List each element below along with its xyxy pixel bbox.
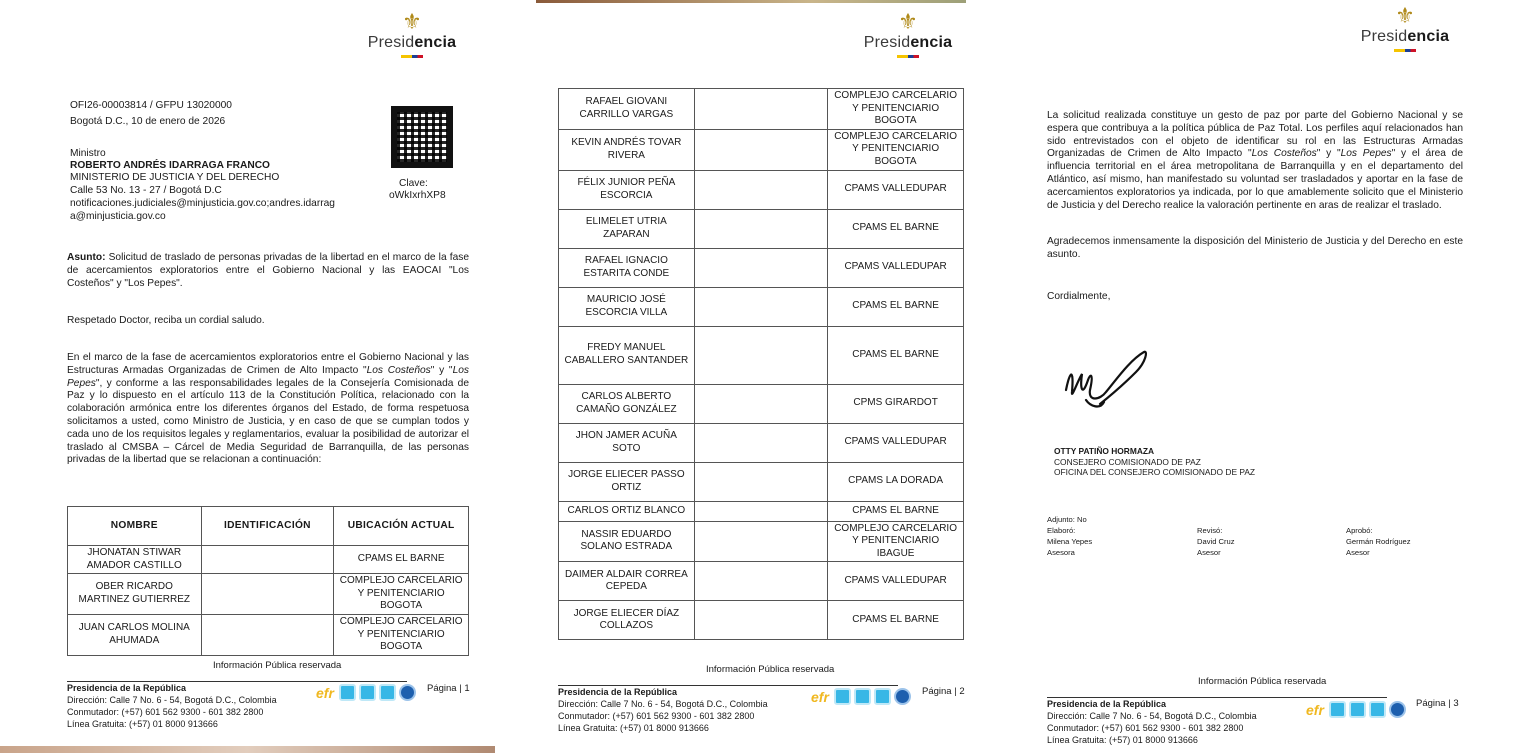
qr-code-icon	[391, 106, 453, 168]
certification-badge-icon	[1349, 701, 1366, 718]
aprobo-name: Germán Rodríguez	[1346, 537, 1411, 546]
inmates-table-page1	[67, 506, 469, 656]
inmate-location: CPAMS EL BARNE	[828, 501, 964, 521]
inmate-id-cell	[694, 423, 827, 462]
inmate-location: CPAMS VALLEDUPAR	[828, 248, 964, 287]
footer-toll-free: Línea Gratuita: (+57) 01 8000 913666	[67, 719, 218, 729]
table-row	[559, 423, 964, 462]
table-row	[559, 501, 964, 521]
inmate-location: COMPLEJO CARCELARIO Y PENITENCIARIO BOGOTA	[334, 574, 469, 615]
presidencia-logo	[362, 10, 462, 58]
inmate-name: CARLOS ORTIZ BLANCO	[559, 501, 695, 521]
reference-number: OFI26-00003814 / GFPU 13020000	[70, 100, 232, 111]
inmate-location: COMPLEJO CARCELARIO Y PENITENCIARIO BOGOTA	[828, 89, 964, 130]
signer-name: OTTY PATIÑO HORMAZA	[1054, 446, 1155, 456]
recipient-email[interactable]: notificaciones.judiciales@minjusticia.gov.co;andres.idarrag a@minjusticia.gov.co	[70, 198, 335, 222]
certification-badge-icon	[379, 684, 396, 701]
footer-divider	[558, 685, 898, 686]
presidencia-logo	[1355, 4, 1455, 52]
inmate-name: FREDY MANUEL CABALLERO SANTANDER	[559, 326, 695, 384]
column-header-identificacion: IDENTIFICACIÓN	[201, 507, 334, 546]
table-row	[559, 248, 964, 287]
signature-image	[1060, 340, 1150, 420]
inmate-id-cell	[694, 129, 827, 170]
footer-phones: Conmutador: (+57) 601 562 9300 - 601 382 2800	[558, 711, 755, 721]
presidencia-logo	[858, 10, 958, 58]
brand-wordmark: Presidencia	[367, 34, 457, 51]
inmate-id-cell	[201, 546, 334, 574]
footer-divider	[67, 681, 407, 682]
page-number: Página | 2	[922, 686, 965, 697]
table-row	[68, 574, 469, 615]
footer-address: Dirección: Calle 7 No. 6 - 54, Bogotá D.C., Colombia	[558, 699, 768, 709]
table-row	[559, 129, 964, 170]
reviso-role: Asesor	[1197, 548, 1221, 557]
inmate-location: CPAMS EL BARNE	[334, 546, 469, 574]
table-row	[559, 521, 964, 562]
inmate-location: COMPLEJO CARCELARIO Y PENITENCIARIO BOGOTA	[334, 614, 469, 655]
inmate-name: JUAN CARLOS MOLINA AHUMADA	[68, 614, 202, 655]
inmate-name: MAURICIO JOSÉ ESCORCIA VILLA	[559, 287, 695, 326]
inmate-name: JORGE ELIECER PASSO ORTIZ	[559, 462, 695, 501]
document-page-1	[0, 0, 495, 753]
column-header-nombre: NOMBRE	[68, 507, 202, 546]
brand-wordmark: Presidencia	[863, 34, 953, 51]
globe-badge-icon	[399, 684, 416, 701]
inmate-name: KEVIN ANDRÉS TOVAR RIVERA	[559, 129, 695, 170]
clave-label: Clave:	[399, 178, 428, 189]
table-row	[68, 546, 469, 574]
subject: Asunto: Solicitud de traslado de personas privadas de la libertad en el marco de la fase de acercamientos exploratorios entre el Gobierno Nacional y las EAOCAI "Los Costeños" y "Los Pepes".	[67, 252, 469, 289]
inmate-name: RAFAEL IGNACIO ESTARITA CONDE	[559, 248, 695, 287]
inmate-id-cell	[694, 326, 827, 384]
greeting: Respetado Doctor, reciba un cordial saludo.	[67, 315, 265, 326]
certification-badge-icon	[1369, 701, 1386, 718]
footer-phones: Conmutador: (+57) 601 562 9300 - 601 382 2800	[1047, 723, 1244, 733]
certification-badges	[316, 684, 416, 701]
inmate-id-cell	[694, 601, 827, 640]
table-row	[559, 384, 964, 423]
recipient-name: ROBERTO ANDRÉS IDARRAGA FRANCO	[70, 160, 270, 171]
inmate-id-cell	[694, 562, 827, 601]
bottom-strip	[0, 746, 495, 753]
footer-address: Dirección: Calle 7 No. 6 - 54, Bogotá D.C., Colombia	[67, 695, 277, 705]
certification-badge-icon	[359, 684, 376, 701]
inmate-name: RAFAEL GIOVANI CARRILLO VARGAS	[559, 89, 695, 130]
aprobo-label: Aprobó:	[1346, 526, 1373, 535]
table-row	[559, 209, 964, 248]
globe-badge-icon	[1389, 701, 1406, 718]
reserved-label: Información Pública reservada	[213, 660, 342, 671]
coat-of-arms-icon: ⚜	[898, 9, 918, 34]
inmate-location: CPAMS EL BARNE	[828, 287, 964, 326]
request-paragraph: La solicitud realizada constituye un gesto de paz por parte del Gobierno Nacional y se espera que contribuya a la política pública de Paz Total. Los perfiles aquí relacionados han sido entrevistados con el objeto de identificar su rol en las Estructuras Armadas Organizadas de Crimen de Alto Impacto "Los Costeños" y "Los Pepes" y el área de influencia territorial en el área metropolitana de Barranquilla y en el departamento del Atlántico, así mismo, han manifestado su voluntad ser trasladados y aportar en la fase de acercamientos exploratorios ya indicada, por lo que amablemente solicito que el Ministerio de Justicia y del Derecho realice la valoración pertinente en aras de realizar el traslado.	[1047, 110, 1463, 211]
globe-badge-icon	[894, 688, 911, 705]
reserved-label: Información Pública reservada	[1198, 676, 1327, 687]
elaboro-label: Elaboró:	[1047, 526, 1076, 535]
inmates-table-page2	[558, 88, 964, 640]
inmate-id-cell	[694, 462, 827, 501]
table-row	[559, 170, 964, 209]
signer-title: CONSEJERO COMISIONADO DE PAZ	[1054, 457, 1201, 467]
elaboro-name: Milena Yepes	[1047, 537, 1093, 546]
footer-address: Dirección: Calle 7 No. 6 - 54, Bogotá D.C., Colombia	[1047, 711, 1257, 721]
flag-stripe-icon	[401, 55, 423, 58]
certification-badge-icon	[874, 688, 891, 705]
certification-badge-icon	[854, 688, 871, 705]
inmate-id-cell	[694, 248, 827, 287]
inmate-id-cell	[694, 287, 827, 326]
flag-stripe-icon	[897, 55, 919, 58]
document-page-2	[536, 0, 966, 753]
letter-date: Bogotá D.C., 10 de enero de 2026	[70, 116, 226, 127]
inmate-name: NASSIR EDUARDO SOLANO ESTRADA	[559, 521, 695, 562]
thanks-paragraph: Agradecemos inmensamente la disposición del Ministerio de Justicia y del Derecho en este asunto.	[1047, 236, 1463, 260]
certification-badges	[1306, 701, 1406, 718]
inmate-name: FÉLIX JUNIOR PEÑA ESCORCIA	[559, 170, 695, 209]
table-header-row	[68, 507, 469, 546]
inmate-location: COMPLEJO CARCELARIO Y PENITENCIARIO BOGOTA	[828, 129, 964, 170]
column-header-ubicacion: UBICACIÓN ACTUAL	[334, 507, 469, 546]
reserved-label: Información Pública reservada	[706, 664, 835, 675]
inmate-id-cell	[694, 521, 827, 562]
table-row	[559, 287, 964, 326]
inmate-location: CPAMS EL BARNE	[828, 209, 964, 248]
inmate-location: CPAMS VALLEDUPAR	[828, 423, 964, 462]
inmate-location: CPAMS EL BARNE	[828, 326, 964, 384]
certification-badge-icon	[1329, 701, 1346, 718]
table-row	[559, 89, 964, 130]
page-number: Página | 3	[1416, 698, 1459, 709]
inmate-name: DAIMER ALDAIR CORREA CEPEDA	[559, 562, 695, 601]
aprobo-role: Asesor	[1346, 548, 1370, 557]
recipient-org: MINISTERIO DE JUSTICIA Y DEL DERECHO	[70, 172, 280, 183]
inmate-id-cell	[694, 501, 827, 521]
footer-entity: Presidencia de la República	[67, 683, 187, 693]
table-row	[559, 462, 964, 501]
flag-stripe-icon	[1394, 49, 1416, 52]
inmate-name: JHONATAN STIWAR AMADOR CASTILLO	[68, 546, 202, 574]
page-number: Página | 1	[427, 683, 470, 694]
reviso-name: David Cruz	[1197, 537, 1235, 546]
footer-toll-free: Línea Gratuita: (+57) 01 8000 913666	[1047, 735, 1198, 745]
inmate-name: JORGE ELIECER DÍAZ COLLAZOS	[559, 601, 695, 640]
table-row	[559, 326, 964, 384]
inmate-name: JHON JAMER ACUÑA SOTO	[559, 423, 695, 462]
top-bar	[536, 0, 966, 3]
footer-toll-free: Línea Gratuita: (+57) 01 8000 913666	[558, 723, 709, 733]
inmate-id-cell	[694, 384, 827, 423]
efr-logo: efr	[1306, 701, 1324, 718]
certification-badge-icon	[339, 684, 356, 701]
inmate-id-cell	[201, 614, 334, 655]
clave-value: oWkIxrhXP8	[389, 190, 446, 201]
brand-wordmark: Presidencia	[1360, 28, 1450, 45]
inmate-id-cell	[201, 574, 334, 615]
inmate-location: CPAMS VALLEDUPAR	[828, 562, 964, 601]
document-page-3	[1020, 0, 1523, 753]
inmate-name: CARLOS ALBERTO CAMAÑO GONZÁLEZ	[559, 384, 695, 423]
adjunto: Adjunto: No	[1047, 515, 1087, 524]
inmate-id-cell	[694, 209, 827, 248]
certification-badge-icon	[834, 688, 851, 705]
efr-logo: efr	[811, 688, 829, 705]
table-row	[559, 562, 964, 601]
inmate-location: CPAMS EL BARNE	[828, 601, 964, 640]
recipient-address: Calle 53 No. 13 - 27 / Bogotá D.C	[70, 185, 222, 196]
efr-logo: efr	[316, 684, 334, 701]
certification-badges	[811, 688, 911, 705]
footer-entity: Presidencia de la República	[558, 687, 678, 697]
inmate-location: CPAMS VALLEDUPAR	[828, 170, 964, 209]
body-paragraph: En el marco de la fase de acercamientos exploratorios entre el Gobierno Nacional y las Estructuras Armadas Organizadas de Crimen de Alto Impacto "Los Costeños" y "Los Pepes", y conforme a las responsabilidades legales de la Consejería Comisionada de Paz y lo dispuesto en el artículo 113 de la Constitución Política, relacionado con la colaboración armónica entre los diferentes órganos del Estado, de forma respetuosa solicitamos a usted, como Ministro de Justicia, y en caso de que se cumplan todos y cada uno de los requisitos legales y reglamentarios, evaluar la posibilidad de autorizar el traslado al CMSBA – Cárcel de Media Seguridad de Barranquilla, de las personas privadas de la libertad que se relacionan a continuación:	[67, 352, 469, 466]
inmate-location: CPMS GIRARDOT	[828, 384, 964, 423]
table-row	[68, 614, 469, 655]
inmate-id-cell	[694, 89, 827, 130]
inmate-name: OBER RICARDO MARTINEZ GUTIERREZ	[68, 574, 202, 615]
recipient-title: Ministro	[70, 148, 106, 159]
footer-entity: Presidencia de la República	[1047, 699, 1167, 709]
closing: Cordialmente,	[1047, 291, 1111, 302]
inmate-location: CPAMS LA DORADA	[828, 462, 964, 501]
reviso-label: Revisó:	[1197, 526, 1223, 535]
footer-divider	[1047, 697, 1387, 698]
coat-of-arms-icon: ⚜	[402, 9, 422, 34]
elaboro-role: Asesora	[1047, 548, 1075, 557]
footer-phones: Conmutador: (+57) 601 562 9300 - 601 382 2800	[67, 707, 264, 717]
table-row	[559, 601, 964, 640]
signer-office: OFICINA DEL CONSEJERO COMISIONADO DE PAZ	[1054, 467, 1256, 477]
coat-of-arms-icon: ⚜	[1395, 3, 1415, 28]
inmate-id-cell	[694, 170, 827, 209]
inmate-location: COMPLEJO CARCELARIO Y PENITENCIARIO IBAGUE	[828, 521, 964, 562]
inmate-name: ELIMELET UTRIA ZAPARAN	[559, 209, 695, 248]
